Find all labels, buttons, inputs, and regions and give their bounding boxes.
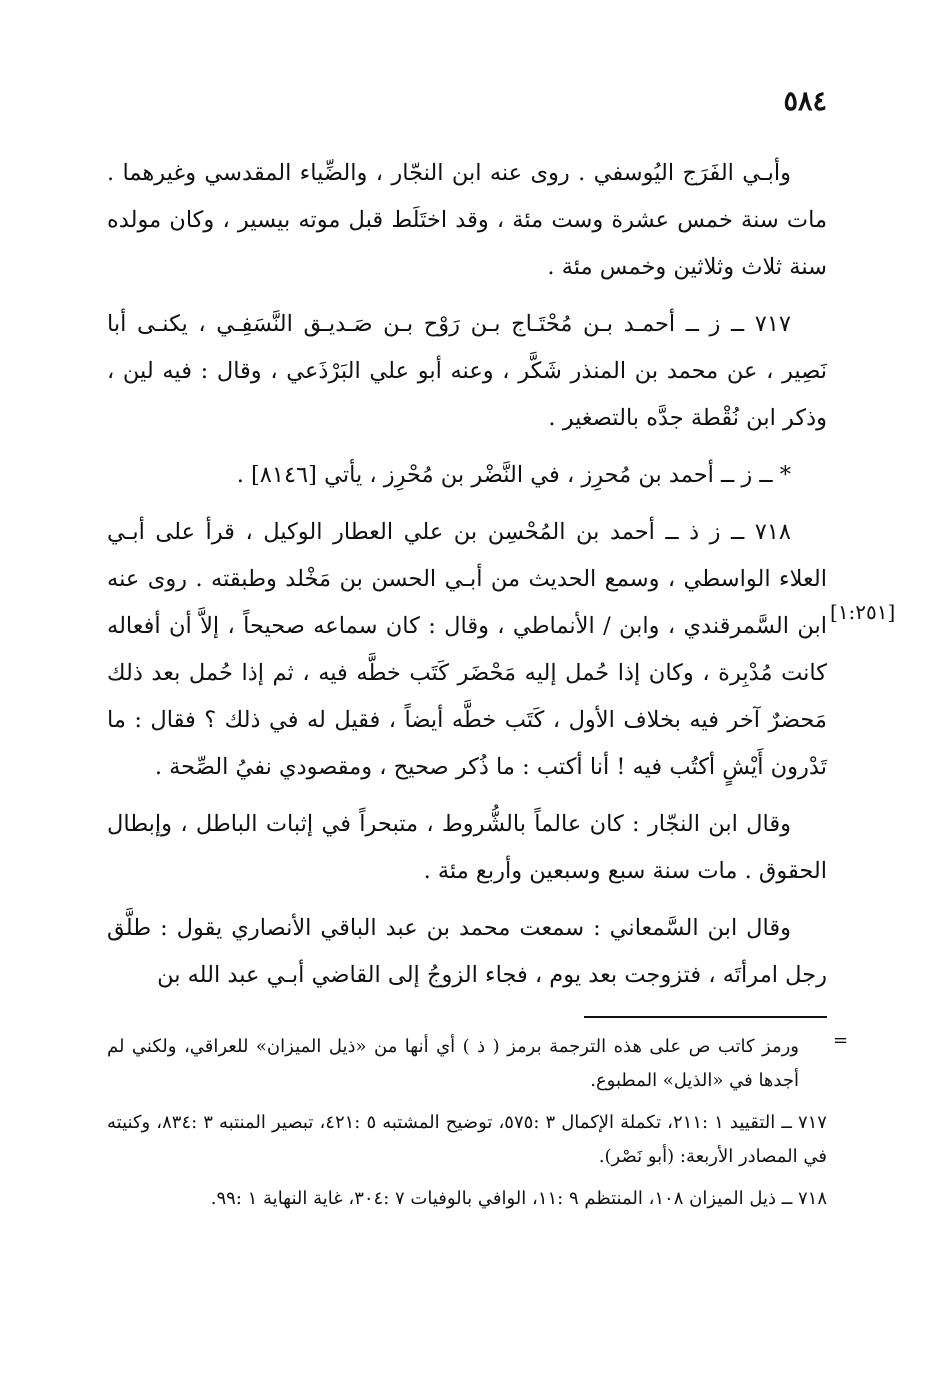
entry-717: ٧١٧ ــ ز ــ أحمـد بـن مُحْتَـاج بـن رَوْح بـن صَـديـق النَّسَفِـي ، يكنـى أبا نَصِير ، عن محمد بن المنذر شَكَّر ، وعنه أبو علي البَرْذَعي ، وقال : فيه لين ، وذكر ابن نُقْطة جدَّه بالتصغير .: [107, 311, 827, 431]
main-text: [107, 150, 827, 999]
page-number: ٥٨٤: [783, 86, 827, 117]
footnotes: [107, 1030, 827, 1224]
paragraph-ibn-samani: وقال ابن السَّمعاني : سمعت محمد بن عبد الباقي الأنصاري يقول : طلَّق رجل امرأتَه ، فتزوجت بعد يوم ، فجاء الزوجُ إلى القاضي أبـي عبد الله بن: [107, 915, 827, 988]
footnote-divider: [584, 1016, 827, 1018]
entry-cross-reference: * ــ ز ــ أحمد بن مُحرِز ، في النَّضْر بن مُحْرِز ، يأتي [٨١٤٦] .: [236, 462, 791, 488]
footnote-717: ٧١٧ ــ التقييد ١ :٢١١، تكملة الإكمال ٣ :٥٧٥، توضيح المشتبه ٥ :٤٢١، تبصير المنتبه ٣ :٨٣٤، وكنيته في المصادر الأربعة: (أبو نَصْر).: [107, 1112, 827, 1167]
manuscript-margin-reference: [١:٢٥١]: [830, 600, 896, 624]
footnote-718: ٧١٨ ــ ذيل الميزان ١٠٨، المنتظم ٩ :١١، الوافي بالوفيات ٧ :٣٠٤، غاية النهاية ١ :٩٩.: [210, 1188, 827, 1209]
paragraph-ibn-najjar: وقال ابن النجّار : كان عالماً بالشُّروط ، متبحراً في إثبات الباطل ، وإبطال الحقوق . مات سنة سبع وسبعين وأربع مئة .: [107, 811, 827, 884]
paragraph-continuation: وأبـي الفَرَج اليُوسفي . روى عنه ابن النجّار ، والضِّياء المقدسي وغيرهما . مات سنة خمس عشرة وست مئة ، وقد اختَلَط قبل موته بيسير ، وكان مولده سنة ثلاث وثلاثين وخمس مئة .: [107, 160, 827, 280]
footnote-continuation: ورمز كاتب ص على هذه الترجمة برمز ( ذ ) أي أنها من «ذيل الميزان» للعراقي، ولكني لم أجدها في «الذيل» المطبوع.: [107, 1036, 799, 1091]
footnote-continuation-marker: =: [833, 1030, 849, 1051]
entry-718: ٧١٨ ــ ز ذ ــ أحمد بن المُحْسِن بن علي العطار الوكيل ، قرأ على أبـي العلاء الواسطي ، وسمع الحديث من أبـي الحسن بن مَخْلد وطبقته . روى عنه ابن السَّمرقندي ، وابن / الأنماطي ، وقال : كان سماعه صحيحاً ، إلاَّ أن أفعاله كانت مُدْبِرة ، وكان إذا حُمل إليه مَحْضَر كَتَب خطَّه فيه ، ثم إذا حُمل بعد ذلك مَحضرٌ آخر فيه بخلاف الأول ، كَتَب خطَّه أيضاً ، فقيل له في ذلك ؟ فقال : ما تَدْرون أَيْشٍ أكتُب فيه ! أنا أكتب : ما ذُكر صحيح ، ومقصودي نفيُ الصِّحة .: [107, 519, 827, 780]
